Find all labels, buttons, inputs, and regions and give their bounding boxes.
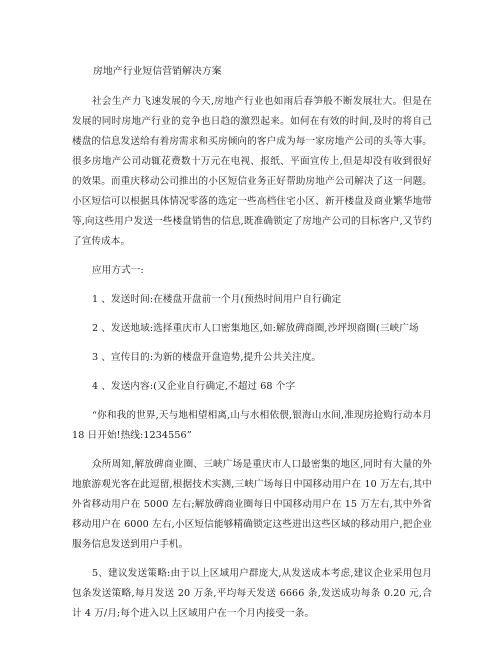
- intro-paragraph: 社会生产力飞速发展的今天,房地产行业也如雨后春笋般不断发展壮大。但是在发展的同时房地产行业的竞争也日趋的激烈起来。如何在有效的时间,及时的将自己楼盘的信息发送给有着房需求和买房倾向的客户成为每一家房地产公司的头等大事。很多房地产公司动辄花费数十万元在电视、报纸、平面宣传上,但是却没有收到很好的效果。而重庆移动公司推出的小区短信业务正好帮助房地产公司解决了这一问题。小区短信可以根据具体情况零落的选定一些高档住宅小区、新开楼盘及商业繁华地带等,向这些用户发送一些楼盘销售的信息,既准确锁定了房地产公司的目标客户,又节约了宣传成本。: [72, 96, 432, 247]
- sample-message-paragraph: “你和我的世界,天与地相望相离,山与水相依偎,银海山水间,准现房抢购行动本月 18 日开始!热线:1234556”: [72, 410, 432, 441]
- section-heading: 应用方式一:: [92, 265, 144, 276]
- list-item-send-time: 1 、发送时间:在楼盘开盘前一个月(预热时间用户自行确定: [92, 294, 342, 305]
- document-body: [72, 62, 432, 633]
- analysis-paragraph: 众所周知,解放碑商业圈、三峡广场是重庆市人口最密集的地区,同时有大量的外地旅游观光客在此逗留,根据技术实测,三峡广场每日中国移动用户在 10 万左右,其中外省移动用户在 5000 左右;解放碑商业圈每日中国移动用户在 15 万左右,其中外省移动用户在 6000 左右,小区短信能够精确锁定这些进出这些区域的移动用户,把企业服务信息发送到用户手机。: [72, 459, 432, 550]
- document-title: 房地产行业短信营销解决方案: [93, 66, 222, 77]
- list-item-purpose: 3 、宣传目的:为新的楼盘开盘造势,提升公共关注度。: [92, 352, 322, 363]
- strategy-paragraph: 5、建议发送策略:由于以上区域用户群庞大,从发送成本考虑,建议企业采用包月包条发送策略,每月发送 20 万条,平均每天发送 6666 条,发送成功每条 0.20 元,合计 4 万/月;每个进入以上区域用户在一个月内接受一条。: [72, 568, 432, 619]
- list-item-content: 4 、发送内容:(又企业自行确定,不超过 68 个字: [92, 381, 296, 392]
- list-item-send-area: 2 、发送地域:选择重庆市人口密集地区,如:解放碑商圈,沙坪坝商圈(三峡广场: [92, 323, 419, 334]
